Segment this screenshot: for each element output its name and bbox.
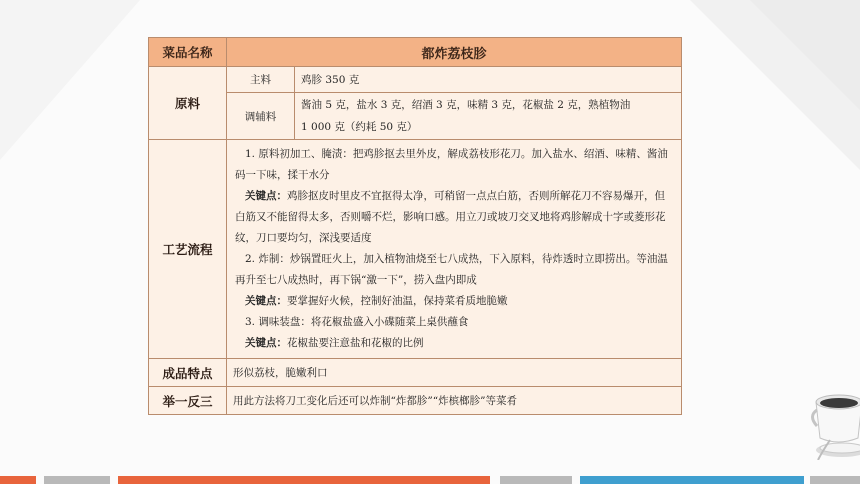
process-category: 工艺流程 — [149, 140, 227, 359]
dish-title: 都炸荔枝胗 — [227, 38, 682, 67]
bottom-decoration-bars — [0, 476, 860, 484]
process-row — [149, 140, 682, 359]
bar-blue — [580, 476, 804, 484]
key-point-label: 关键点： — [245, 190, 287, 202]
bar-gray-1 — [44, 476, 110, 484]
header-row — [149, 38, 682, 67]
process-step-2: 2. 炸制：炒锅置旺火上，加入植物油烧至七八成热，下入原料，待炸透时立即捞出。等油温再升至七八成热时，再下锅“激一下”，捞入盘内即成 — [235, 253, 668, 286]
key-point-2-text: 要掌握好火候，控制好油温，保持菜肴质地脆嫩 — [287, 295, 508, 307]
process-key-3 — [235, 333, 671, 354]
process-step-3: 3. 调味装盘：将花椒盐盛入小碟随菜上桌供蘸食 — [245, 316, 469, 328]
process-step-1: 1. 原料初加工、腌渍：把鸡胗抠去里外皮，解成荔枝形花刀。加入盐水、绍酒、味精、酱油码一下味，揉干水分 — [235, 148, 668, 181]
ingredients-category: 原料 — [149, 67, 227, 140]
features-value: 形似荔枝，脆嫩利口 — [227, 359, 682, 387]
key-point-label: 关键点： — [245, 337, 287, 349]
process-content — [227, 140, 682, 359]
seasoning-line-1: 酱油 5 克，盐水 3 克，绍酒 3 克，味精 3 克，花椒盐 2 克，熟植物油 — [301, 99, 631, 111]
features-category: 成品特点 — [149, 359, 227, 387]
bar-gray-2 — [500, 476, 572, 484]
key-point-1-text: 鸡胗抠皮时里皮不宜抠得太净，可稍留一点点白筋，否则所解花刀不容易爆开，但白筋又不能留得太多，否则嚼不烂，影响口感。用立刀或坡刀交叉地将鸡胗解成十字或菱形花纹，刀口要均匀，深浅要适度 — [235, 190, 666, 244]
coffee-cup-icon — [808, 380, 860, 460]
extend-category: 举一反三 — [149, 387, 227, 415]
bar-gray-3 — [810, 476, 860, 484]
recipe-table — [148, 37, 682, 415]
bar-orange-2 — [118, 476, 490, 484]
process-key-1 — [235, 186, 671, 249]
bar-orange-1 — [0, 476, 36, 484]
seasoning-row — [149, 93, 682, 140]
features-row — [149, 359, 682, 387]
main-ingredient-value: 鸡胗 350 克 — [295, 67, 682, 93]
seasoning-label: 调辅料 — [227, 93, 295, 140]
dish-name-label: 菜品名称 — [149, 38, 227, 67]
key-point-label: 关键点： — [245, 295, 287, 307]
main-ingredient-label: 主料 — [227, 67, 295, 93]
seasoning-value — [295, 93, 682, 140]
main-ingredient-row — [149, 67, 682, 93]
key-point-3-text: 花椒盐要注意盐和花椒的比例 — [287, 337, 424, 349]
extend-value: 用此方法将刀工变化后还可以炸制“炸都胗”“炸槟榔胗”等菜肴 — [227, 387, 682, 415]
seasoning-line-2: 1 000 克（约耗 50 克） — [301, 121, 418, 133]
background-shape-left — [0, 0, 140, 160]
extend-row — [149, 387, 682, 415]
background-shape-right-inner — [750, 0, 860, 110]
process-key-2 — [235, 291, 671, 312]
